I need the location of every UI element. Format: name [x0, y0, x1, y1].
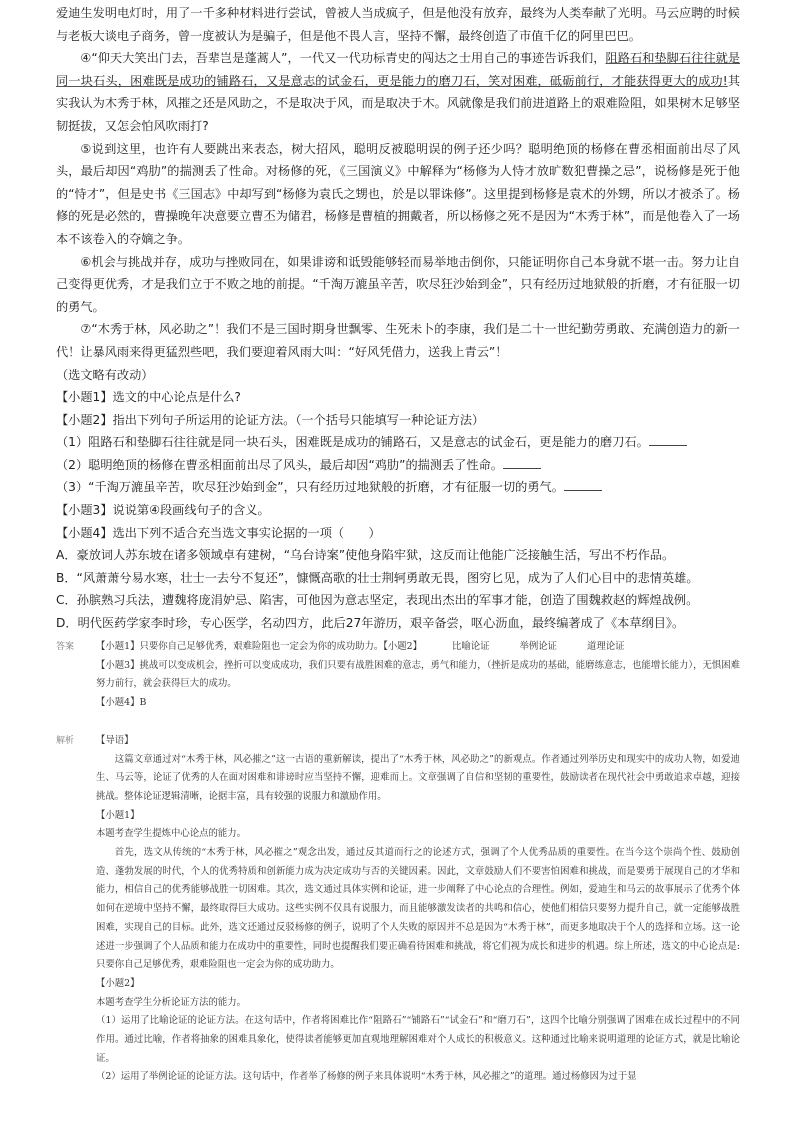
analysis-1-text: 首先，选文从传统的“木秀于林，风必摧之”观念出发，通过反其道而行之的论述方式，强调了个人优秀品质的重要性。在当今这个崇尚个性、鼓励创造、蓬勃发展的时代，个人的优秀特质和创新能力成为决定成功与否的关键因素。因此，文章鼓励人们不要害怕困难和挑战，而是要勇于展现自己的才华和能力，相信自己的优秀能够战胜一切困难。其次，选文通过具体实例和论证，进一步阐释了中心论点的合理性。例如，爱迪生和马云的故事展示了优秀个体如何在逆境中坚持不懈，最终取得巨大成功。这些实例不仅具有说服力，而且能够激发读者的共鸣和信心，使他们相信只要努力提升自己，就一定能够战胜困难，实现自己的目标。此外，选文还通过反驳杨修的例子，说明了个人失败的原因并不总是因为“木秀于林”，而更多地取决于个人的选择和立场。这一论述进一步强调了个人品质和能力在成功中的重要性，同时也提醒我们要正确看待困难和挑战，将它们视为成长和进步的机遇。综上所述，选文的中心论点是:只要你自己足够优秀，艰难险阻也一定会为你的成功助力。: [96, 847, 740, 971]
analysis-2-lead: 本题考查学生分析论证方法的能力。: [96, 996, 247, 1008]
question-2-item-1-text: （1）阻路石和垫脚石往往就是同一块石头，困难既是成功的铺路石，又是意志的试金石，更是能力的磨刀石。: [56, 435, 649, 450]
analysis-1-lead: 本题考查学生提炼中心论点的能力。: [96, 828, 247, 840]
question-2-item-2: [56, 454, 740, 477]
analysis-2-point-2: （2）运用了举例论证的论证方法。这句话中，作者举了杨修的例子来具体说明“木秀于林，风必摧之”的道理。通过杨修因为过于显: [96, 1071, 637, 1083]
analysis-2-title: 【小题2】: [96, 977, 140, 989]
question-2-item-2-text: （2）聪明绝顶的杨修在曹丞相面前出尽了风头，最后却因“鸡肋”的揣测丢了性命。: [56, 457, 503, 472]
analysis-2-point-1: （1）运用了比喻论证的论证方法。在这句话中，作者将困难比作“阻路石”“铺路石”“试金石”和“磨刀石”，这四个比喻分别强调了困难在成长过程中的不同作用。通过比喻，作者将抽象的困难具象化，使得读者能够更加直观地理解困难对个人成长的积极意义。这种通过比喻来说明道理的论证方式，就是比喻论证。: [96, 1015, 740, 1064]
answer-blank: [564, 478, 602, 491]
answer-1-2: [96, 638, 740, 657]
answer-2-method-2: 举例论证: [519, 641, 558, 652]
option-c: C．孙膑熟习兵法，遭魏将庞涓妒忌、陷害，可他因为意志坚定，表现出杰出的军事才能，创造了围魏救赵的辉煌战例。: [56, 593, 699, 608]
question-2-item-3-text: （3）“千淘万漉虽辛苦，吹尽狂沙始到金”，只有经历过地狱般的折磨，才有征服一切的勇气。: [56, 480, 564, 495]
answer-4: 【小题4】B: [96, 697, 147, 709]
paragraph-7: ⑦“木秀于林，风必助之”！我们不是三国时期身世飘零、生死未卜的李康，我们是二十一世纪勤劳勇敢、充满创造力的新一代！让暴风雨来得更猛烈些吧，我们要迎着风雨大叫：“好风凭借力，送我上青云”！: [56, 322, 740, 359]
paragraph-4-tail: 其实我认为木秀于林，风摧之还是风助之，不是取决于风，而是取决于木。风就像是我们前进道路上的艰难险阻，如果树木足够坚韧挺拔，又怎会怕风吹雨打?: [56, 73, 741, 133]
guide-title: 【导语】: [96, 734, 134, 746]
answer-1: 【小题1】只要你自己足够优秀，艰难险阻也一定会为你的成功助力。: [96, 641, 384, 652]
question-2: 【小题2】指出下列句子所运用的论证方法。（一个括号只能填写一种论证方法）: [56, 412, 485, 427]
answer-body: [96, 638, 740, 713]
answer-blank: [649, 433, 687, 446]
answer-2-method-3: 道理论证: [587, 641, 625, 652]
reading-passage: [56, 2, 740, 635]
answer-section: [56, 638, 740, 1087]
question-3: 【小题3】说说第④段画线句子的含义。: [56, 503, 270, 518]
paragraph-4-text: ④“仰天大笑出门去，吾辈岂是蓬蒿人”，一代又一代功标青史的闯达之士用自己的事迹告诉我们，: [80, 51, 606, 66]
analysis-body: [96, 732, 740, 1087]
paragraph-3: 爱迪生发明电灯时，用了一千多种材料进行尝试，曾被人当成疯子，但是他没有放弃，最终为人类奉献了光明。马云应聘的时候与老板大谈电子商务，曾一度被认为是骗子，但是他不畏人言，坚持不懈，最终创造了市值千亿的阿里巴巴。: [56, 6, 740, 43]
option-b: B．“风萧萧兮易水寒，壮士一去兮不复还”，慷慨高歌的壮士荆轲勇敢无畏，图穷匕见，成为了人们心目中的悲情英雄。: [56, 570, 699, 585]
option-d: D．明代医药学家李时珍，专心医学，名动四方，此后27年游历，艰辛备尝，呕心沥血，最终编著成了《本草纲目》。: [56, 616, 685, 631]
paragraph-5: ⑤说到这里，也许有人要跳出来表态，树大招风，聪明反被聪明误的例子还少吗？聪明绝顶的杨修在曹丞相面前出尽了风头，最后却因“鸡肋”的揣测丢了性命。对杨修的死，《三国演义》中解释为“杨修为人恃才放旷数犯曹操之忌”，说杨修是死于他的“恃才”，但是史书《三国志》中却写到“杨修为袁氏之甥也，於是以罪诛修”。这里提到杨修是袁术的外甥，所以才被杀了。杨修的死是必然的，曹操晚年决意要立曹丕为储君，杨修是曹植的拥戴者，所以杨修之死不是因为“木秀于林”，而是他卷入了一场本不该卷入的夺嫡之争。: [56, 141, 740, 246]
paragraph-6: ⑥机会与挑战并存，成功与挫败同在，如果诽谤和诋毁能够轻而易举地击倒你，只能证明你自己本身就不堪一击。努力让自己变得更优秀，才是我们立于不败之地的前提。“千淘万漉虽辛苦，吹尽狂沙始到金”，只有经历过地狱般的折磨，才有征服一切的勇气。: [56, 254, 740, 314]
answer-label: 答案: [56, 642, 75, 652]
question-1: 【小题1】选文的中心论点是什么?: [56, 390, 241, 405]
answer-2-method-1: 比喻论证: [452, 641, 490, 652]
question-2-item-1: [56, 431, 740, 454]
answer-3: 【小题3】挑战可以变成机会，挫折可以变成成功，我们只要有战胜困难的意志，勇气和能力，（挫折是成功的基础，能磨练意志，也能增长能力），无惧困难努力前行，就会获得巨大的成功。: [96, 659, 740, 690]
guide-text: 这篇文章通过对“木秀于林，风必摧之”这一古语的重新解读，提出了“木秀于林，风必助之”的新观点。作者通过列举历史和现实中的成功人物，如爱迪生、马云等，论证了优秀的人在面对困难和诽谤时应当坚持不懈，迎难而上。文章强调了自信和坚韧的重要性，鼓励读者在现代社会中勇敢追求卓越，迎接挑战。整体论证逻辑清晰，论据丰富，具有较强的说服力和激励作用。: [96, 753, 740, 802]
analysis-label: 解析: [56, 736, 75, 746]
option-a: A．豪放词人苏东坡在诸多领域卓有建树，“乌台诗案”使他身陷牢狱，这反而让他能广泛接触生活，写出不朽作品。: [56, 548, 675, 563]
answer-blank: [503, 456, 541, 469]
underlined-sentence: 阻路石和垫脚石往往就是同一块石头，困难既是成功的铺路石，又是意志的试金石，更是能力的磨刀石，笑对困难，砥砺前行，才能获得更大的成功!: [56, 51, 741, 88]
question-4: 【小题4】选出下列不适合充当选文事实论据的一项（ ）: [56, 525, 381, 540]
answer-2-head: 【小题2】: [383, 641, 422, 652]
question-2-item-3: [56, 476, 740, 499]
paragraph-4: [56, 47, 740, 137]
source-note: （选文略有改动）: [56, 367, 154, 382]
analysis-1-title: 【小题1】: [96, 809, 140, 821]
